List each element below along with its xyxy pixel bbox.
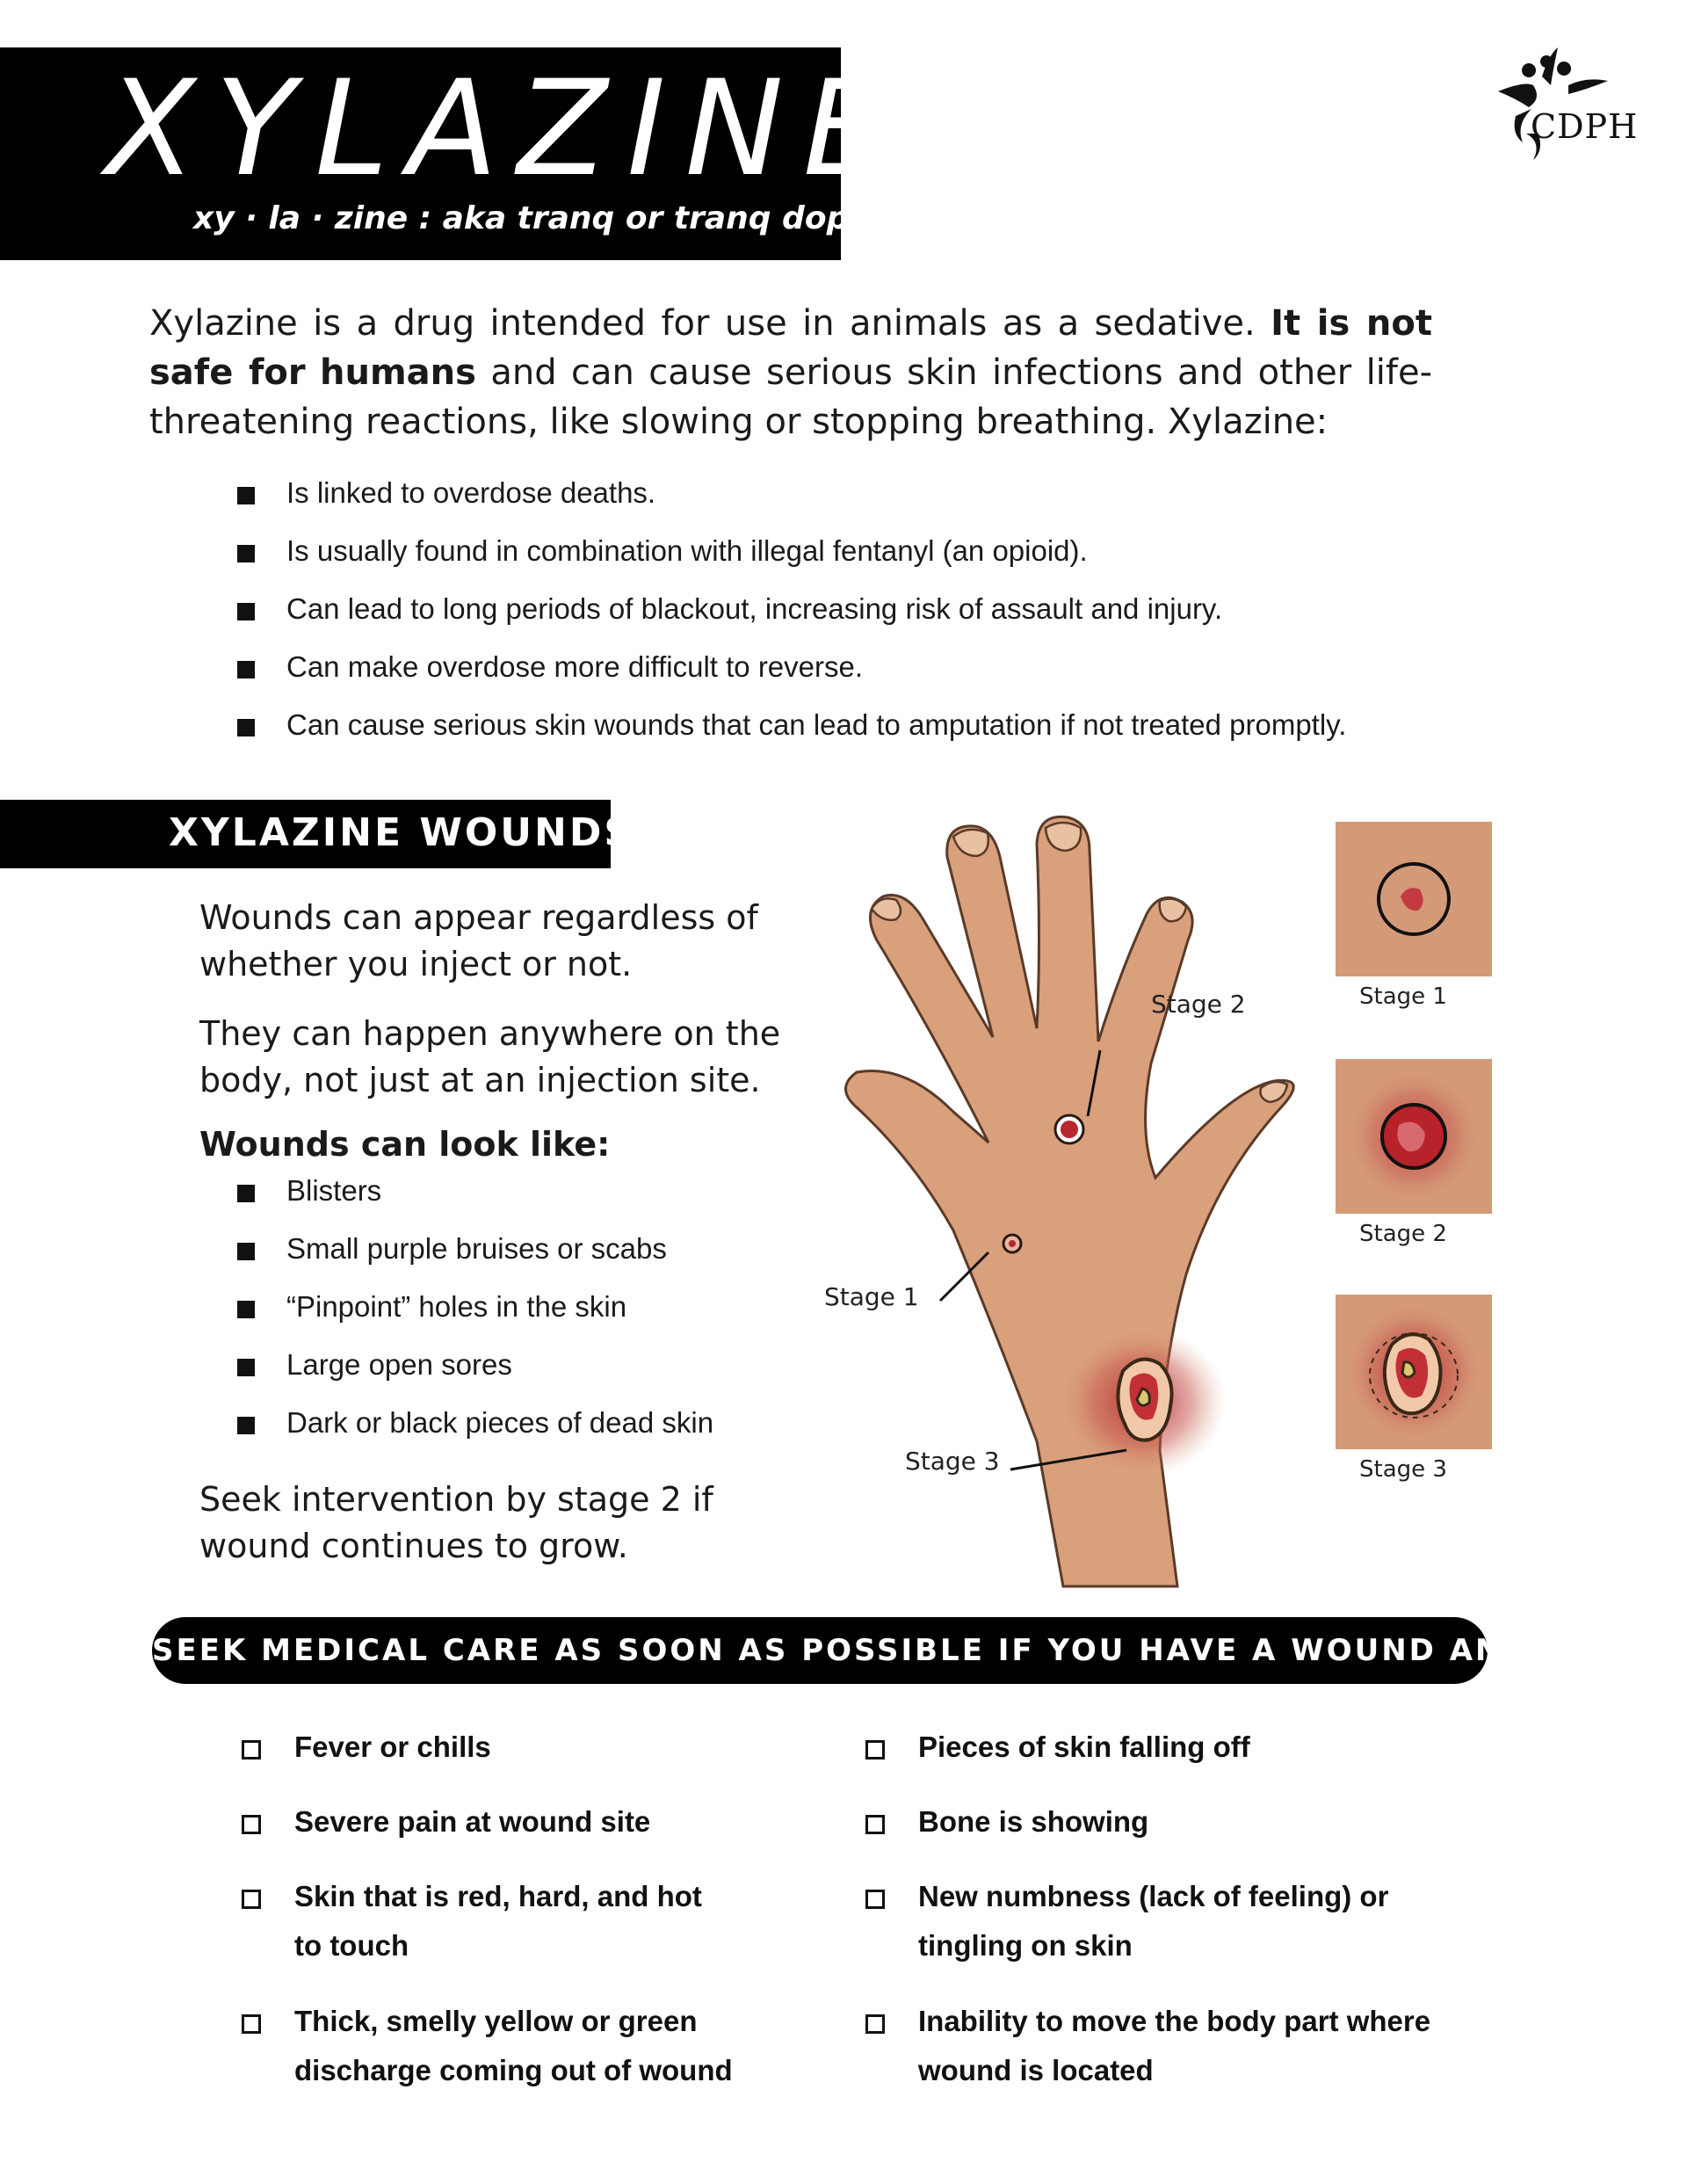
checkbox-icon bbox=[865, 1890, 885, 1909]
list-item: Can lead to long periods of blackout, increasing risk of assault and injury. bbox=[237, 592, 1511, 650]
stage-3-panel bbox=[1336, 1295, 1492, 1449]
list-item: Blisters bbox=[237, 1174, 782, 1232]
intro-text-1: Xylazine is a drug intended for use in animals as a sedative. bbox=[149, 303, 1271, 344]
care-checklist-right bbox=[865, 1723, 1431, 2122]
wounds-paragraph-2: They can happen anywhere on the body, not just at an injection site. bbox=[199, 1014, 781, 1099]
checklist-item: New numbness (lack of feeling) or tingling on skin bbox=[865, 1872, 1410, 1997]
hand-label-stage-3: Stage 3 bbox=[905, 1447, 1000, 1476]
stage-1-panel bbox=[1336, 822, 1492, 976]
square-bullet-icon bbox=[237, 1301, 255, 1318]
hand-label-stage-2: Stage 2 bbox=[1151, 990, 1246, 1019]
intro-paragraph bbox=[149, 299, 1432, 446]
square-bullet-icon bbox=[237, 1185, 255, 1202]
care-title: SEEK MEDICAL CARE AS SOON AS POSSIBLE IF YOU HAVE A WOUND AND: bbox=[152, 1633, 1546, 1668]
pronunciation: xy · la · zine : aka tranq or tranq dope bbox=[193, 200, 871, 236]
checklist-item: Thick, smelly yellow or green discharge coming out of wound bbox=[242, 1997, 786, 2122]
wound-signs-list bbox=[237, 1174, 782, 1464]
square-bullet-icon bbox=[237, 661, 255, 678]
square-bullet-icon bbox=[237, 1417, 255, 1434]
care-checklist-left bbox=[242, 1723, 804, 2122]
cdph-logo-text: CDPH bbox=[1531, 107, 1639, 146]
square-bullet-icon bbox=[237, 719, 255, 736]
intro-bold-2: humans bbox=[320, 352, 476, 393]
square-bullet-icon bbox=[237, 603, 255, 620]
hand-label-stage-1: Stage 1 bbox=[824, 1282, 919, 1311]
hand-wound-illustration bbox=[773, 809, 1669, 1600]
checkbox-icon bbox=[242, 2014, 261, 2034]
panel-label-stage-1: Stage 1 bbox=[1359, 983, 1447, 1010]
wounds-paragraph-1: Wounds can appear regardless of whether you inject or not. bbox=[199, 898, 758, 983]
list-item: Small purple bruises or scabs bbox=[237, 1232, 782, 1290]
checklist-item: Skin that is red, hard, and hot to touch bbox=[242, 1872, 716, 1997]
checkbox-icon bbox=[865, 1815, 885, 1834]
facts-list bbox=[237, 476, 1511, 766]
square-bullet-icon bbox=[237, 1359, 255, 1376]
checklist-item: Pieces of skin falling off bbox=[865, 1723, 1428, 1797]
panel-label-stage-2: Stage 2 bbox=[1359, 1221, 1447, 1247]
checklist-item: Severe pain at wound site bbox=[242, 1797, 804, 1872]
checklist-item: Inability to move the body part where wound is located bbox=[865, 1997, 1481, 2122]
wounds-title: XYLAZINE WOUNDS bbox=[169, 810, 635, 855]
seek-intervention-note: Seek intervention by stage 2 if wound continues to grow. bbox=[199, 1480, 713, 1565]
checkbox-icon bbox=[242, 1815, 261, 1834]
list-item: Can make overdose more difficult to reverse. bbox=[237, 650, 1511, 708]
list-item: Can cause serious skin wounds that can lead to amputation if not treated promptly. bbox=[237, 708, 1511, 766]
stage-2-panel bbox=[1336, 1059, 1492, 1214]
list-item: “Pinpoint” holes in the skin bbox=[237, 1290, 782, 1348]
checkbox-icon bbox=[242, 1740, 261, 1760]
square-bullet-icon bbox=[237, 1243, 255, 1260]
intro-text-2: and can cause serious skin infections and other life-threatening reactions, like slowing or stopping breathing. Xylazine: bbox=[149, 352, 1433, 442]
page-title: XYLAZINE bbox=[105, 53, 906, 206]
checkbox-icon bbox=[865, 2014, 885, 2034]
square-bullet-icon bbox=[237, 487, 255, 504]
panel-label-stage-3: Stage 3 bbox=[1359, 1456, 1447, 1483]
checklist-item: Bone is showing bbox=[865, 1797, 1428, 1872]
checkbox-icon bbox=[865, 1740, 885, 1760]
list-item: Dark or black pieces of dead skin bbox=[237, 1406, 782, 1464]
list-item: Is usually found in combination with illegal fentanyl (an opioid). bbox=[237, 534, 1511, 592]
intro-bold-1: It is not safe for bbox=[149, 303, 1433, 393]
square-bullet-icon bbox=[237, 545, 255, 562]
list-item: Is linked to overdose deaths. bbox=[237, 476, 1511, 534]
list-item: Large open sores bbox=[237, 1348, 782, 1406]
checklist-item: Fever or chills bbox=[242, 1723, 804, 1797]
look-heading: Wounds can look like: bbox=[199, 1125, 611, 1164]
checkbox-icon bbox=[242, 1890, 261, 1909]
